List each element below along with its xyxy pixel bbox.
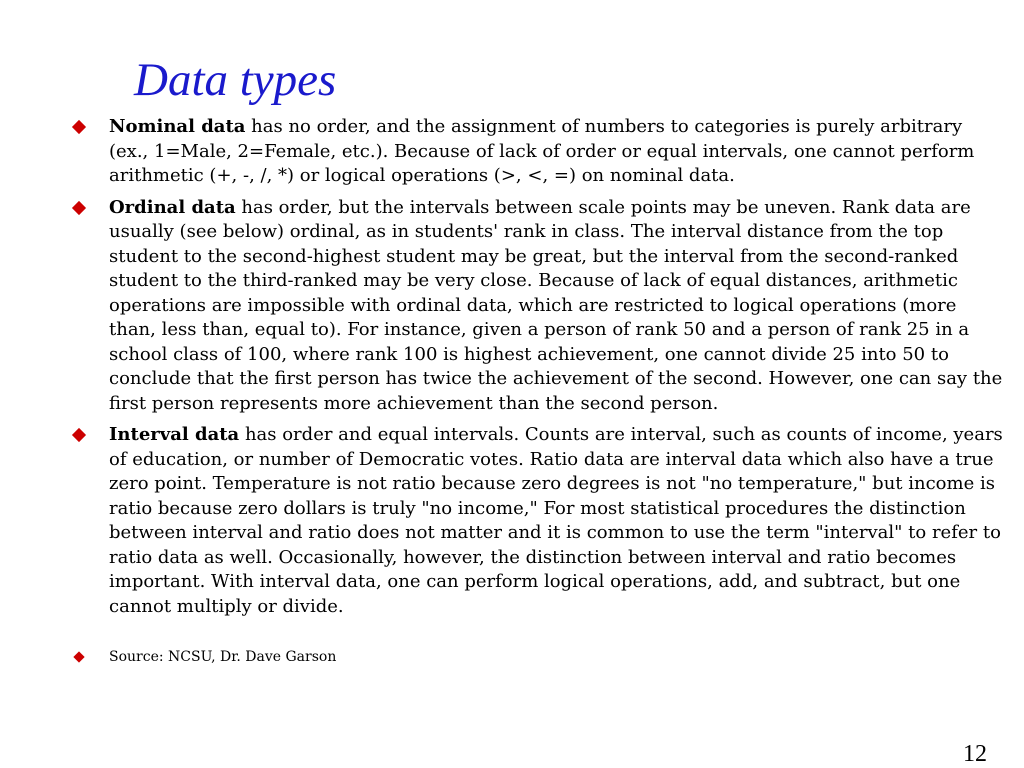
bullet-interval-data bbox=[70, 423, 1005, 619]
slide-title: Data types bbox=[134, 54, 337, 106]
bullet-term: Interval data bbox=[109, 424, 240, 445]
bullet-term: Nominal data bbox=[109, 116, 246, 137]
red-diamond-icon bbox=[72, 200, 86, 214]
bullet-text: has order and equal intervals. Counts are interval, such as counts of income, years of education, or number of Democratic votes. Ratio data are interval data which also have a true zero point. Temperature is not ratio because zero degrees is not "no temperature," but income is ratio because zero dollars is truly "no income," For most statistical procedures the distinction between interval and ratio does not matter and it is common to use the term "interval" to refer to ratio data as well. Occasionally, however, the distinction between interval and ratio becomes important. With interval data, one can perform logical operations, add, and subtract, but one cannot multiply or divide. bbox=[109, 424, 1003, 617]
bullet-ordinal-data bbox=[70, 196, 1005, 417]
bullet-term: Ordinal data bbox=[109, 196, 236, 218]
page-number: 12 bbox=[963, 741, 987, 767]
red-diamond-icon bbox=[72, 120, 86, 134]
red-diamond-icon bbox=[72, 428, 86, 442]
bullet-text: has order, but the intervals between scale points may be uneven. Rank data are usually (see below) ordinal, as in students' rank in class. The interval distance from the top student to the second-highest student may be great, but the interval from the second-ranked student to the third-ranked may be very close. Because of lack of equal distances, arithmetic operations are impossible with ordinal data, which are restricted to logical operations (more than, less than, equal to). For instance, given a person of rank 50 and a person of rank 25 in a school class of 100, where rank 100 is highest achievement, one cannot divide 25 into 50 to conclude that the first person has twice the achievement of the second. However, one can say the first person represents more achievement than the second person. bbox=[109, 196, 1003, 414]
bullet-source bbox=[70, 647, 1005, 667]
bullet-list bbox=[70, 115, 1005, 674]
source-text: Source: NCSU, Dr. Dave Garson bbox=[109, 649, 337, 665]
bullet-nominal-data bbox=[70, 115, 1005, 189]
bullet-text: has no order, and the assignment of numbers to categories is purely arbitrary (ex., 1=Male, 2=Female, etc.). Because of lack of order or equal intervals, one cannot perform arithmetic (+, -, /, *) or logical operations (>, <, =) on nominal data. bbox=[109, 116, 975, 186]
red-diamond-icon bbox=[73, 651, 84, 662]
